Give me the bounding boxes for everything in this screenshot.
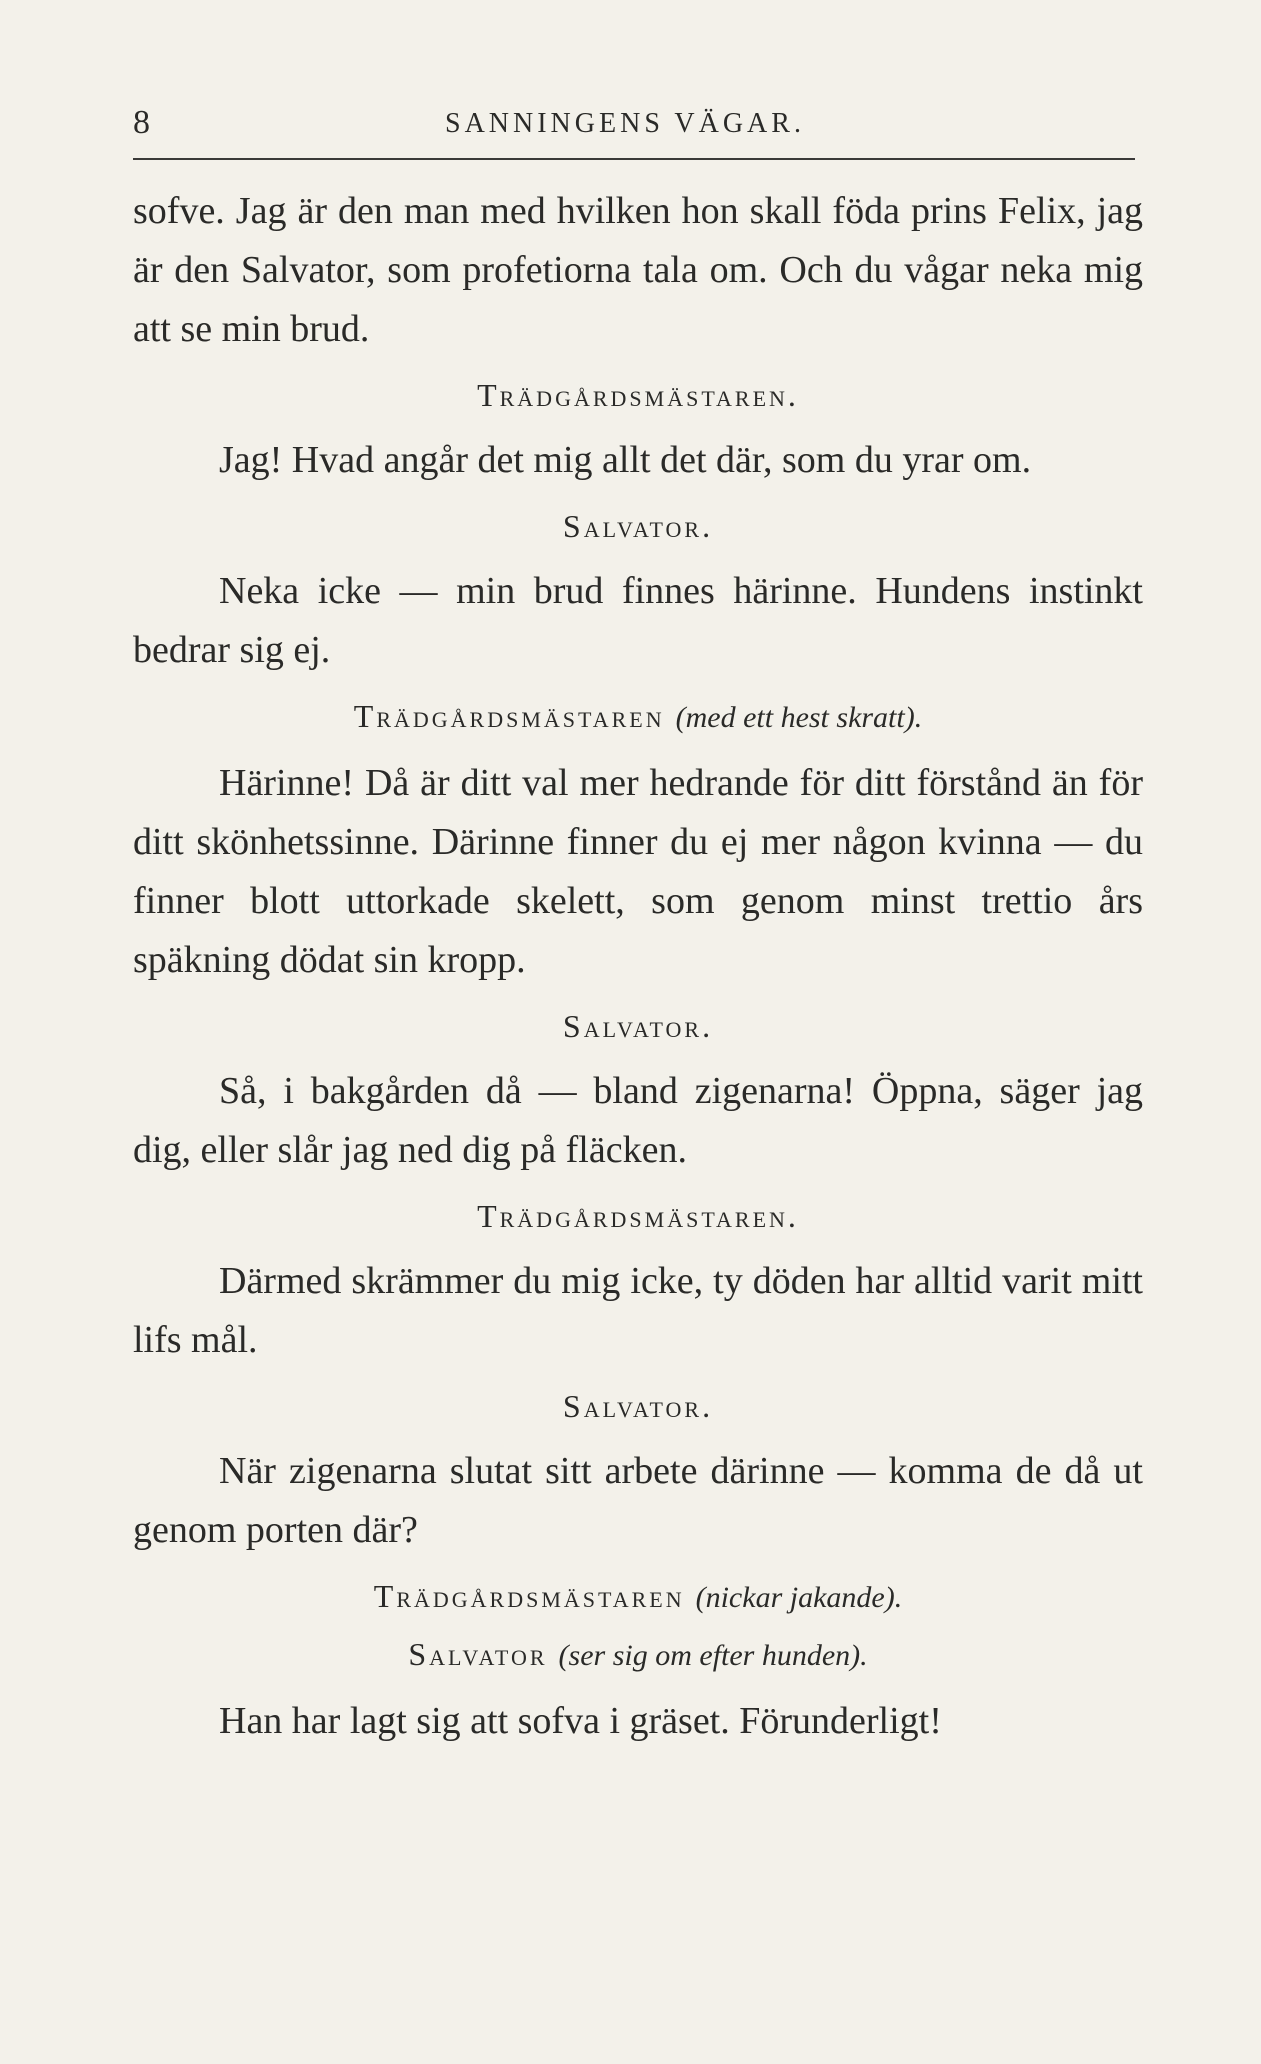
paragraph: Han har lagt sig att sofva i gräset. Förunderligt! (219, 1700, 942, 1742)
paragraph: Jag! Hvad angår det mig allt det där, som du yrar om. (219, 439, 1032, 481)
paragraph: Därmed skrämmer du mig icke, ty döden har alltid varit mitt lifs mål. (133, 1260, 1143, 1361)
header-rule (133, 158, 1135, 160)
stage-direction: (nickar jakande). (695, 1581, 903, 1614)
paragraph: När zigenarna slutat sitt arbete därinne — komma de då ut genom porten där? (133, 1450, 1143, 1551)
speaker-name: Trädgårdsmästaren. (477, 1198, 799, 1234)
speaker-heading (133, 1576, 1143, 1618)
speaker-heading (133, 506, 1143, 546)
speaker-name: Salvator. (562, 508, 714, 544)
stage-direction: (med ett hest skratt). (675, 701, 923, 734)
speaker-name: Salvator. (562, 1388, 714, 1424)
page-number: 8 (133, 104, 151, 141)
paragraph: Härinne! Då är ditt val mer hedrande för ditt förstånd än för ditt skönhetssinne. Därinne finner du ej mer någon kvinna — du finner blott uttorkade skelett, som genom minst trettio års späkning dödat sin kropp. (133, 762, 1143, 981)
paragraph: Neka icke — min brud finnes härinne. Hundens instinkt bedrar sig ej. (133, 570, 1143, 671)
speaker-name: Trädgårdsmästaren (373, 1578, 685, 1614)
paragraph: Så, i bakgården då — bland zigenarna! Öppna, säger jag dig, eller slår jag ned dig på fläcken. (133, 1070, 1143, 1171)
stage-direction: (ser sig om efter hunden). (558, 1639, 868, 1672)
page-body (133, 182, 1143, 1751)
speaker-heading (133, 696, 1143, 738)
speaker-name: Trädgårdsmästaren (353, 698, 665, 734)
running-title: SANNINGENS VÄGAR. (445, 108, 805, 139)
speaker-name: Salvator (408, 1636, 548, 1672)
page-header (133, 100, 1143, 160)
paragraph: sofve. Jag är den man med hvilken hon skall föda prins Felix, jag är den Salvator, som profetiorna tala om. Och du vågar neka mig att se min brud. (133, 190, 1143, 350)
speaker-heading (133, 375, 1143, 415)
speaker-heading (133, 1386, 1143, 1426)
speaker-name: Trädgårdsmästaren. (477, 377, 799, 413)
speaker-heading (133, 1634, 1143, 1676)
speaker-heading (133, 1196, 1143, 1236)
speaker-name: Salvator. (562, 1008, 714, 1044)
speaker-heading (133, 1006, 1143, 1046)
